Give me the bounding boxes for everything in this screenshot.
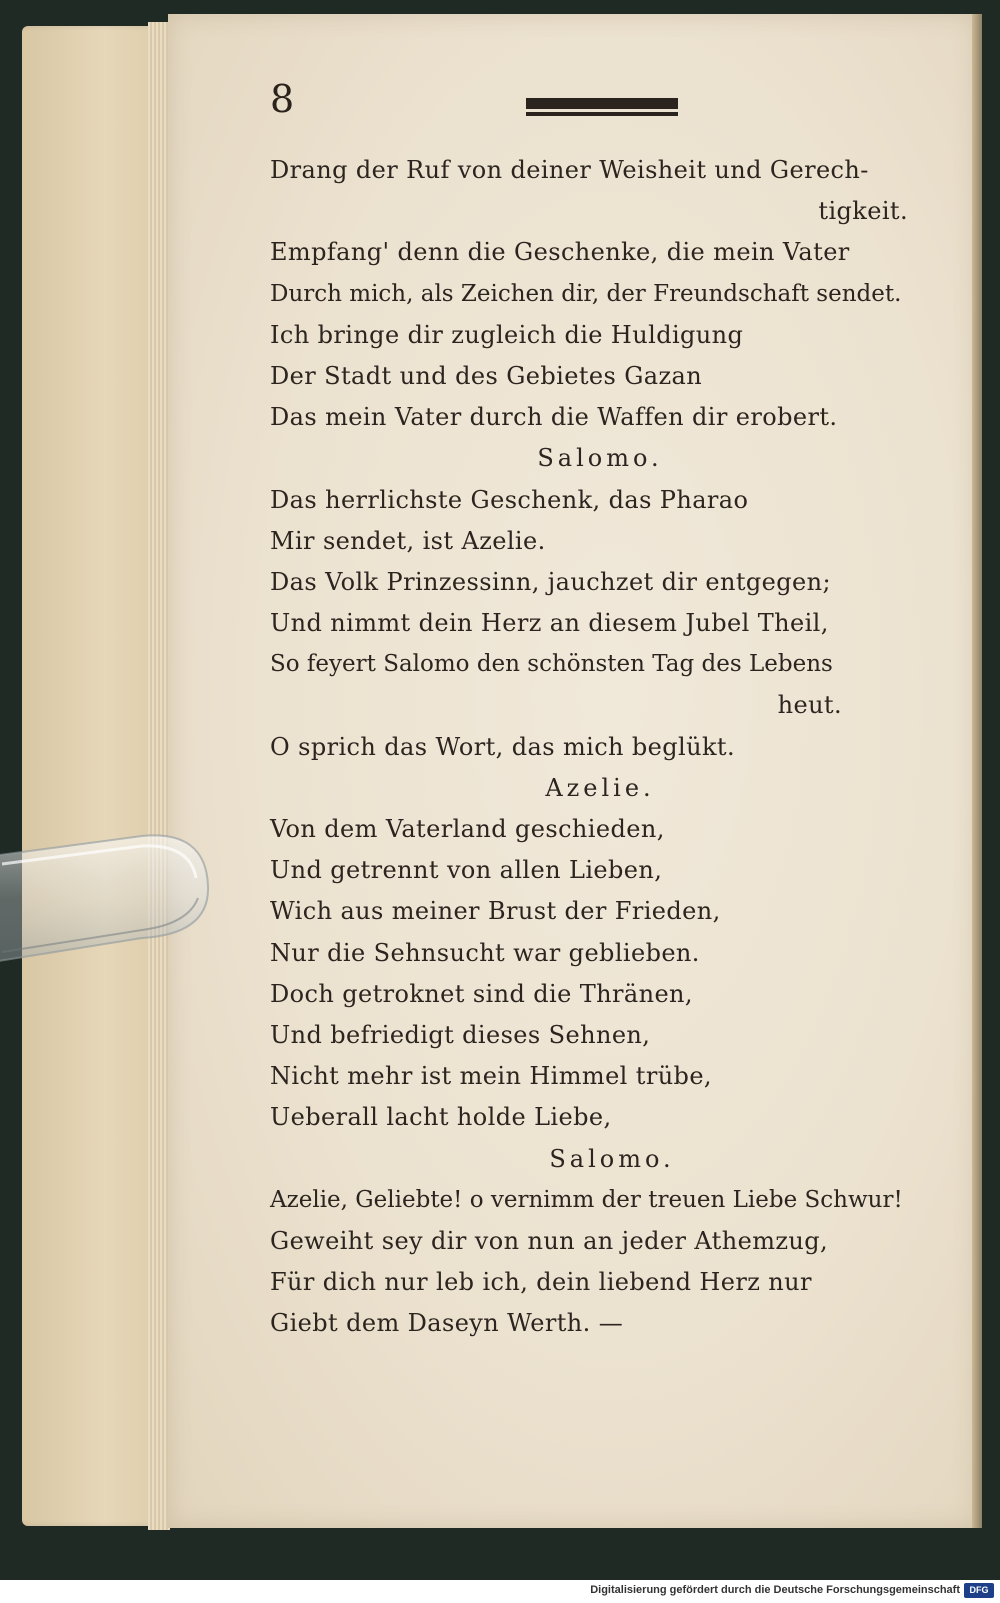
glass-holder-shape xyxy=(0,834,214,964)
text-line: Der Stadt und des Gebietes Gazan xyxy=(270,361,703,390)
page-text xyxy=(270,150,960,1344)
dfg-logo: DFG xyxy=(964,1583,994,1598)
footer-bar xyxy=(0,1580,1000,1603)
text-line: Ich bringe dir zugleich die Huldigung xyxy=(270,320,744,349)
text-line: So feyert Salomo den schönsten Tag des Lebens xyxy=(270,651,833,678)
speaker-heading: Azelie. xyxy=(545,773,655,802)
funding-credit: Digitalisierung gefördert durch die Deutsche Forschungsgemeinschaft xyxy=(590,1584,960,1596)
glass-page-holder xyxy=(0,834,214,964)
text-line: O sprich das Wort, das mich beglükt. xyxy=(270,732,735,761)
text-line: Das herrlichste Geschenk, das Pharao xyxy=(270,485,749,514)
text-line: Doch getroknet sind die Thränen, xyxy=(270,979,693,1008)
text-line: Und nimmt dein Herz an diesem Jubel Theil, xyxy=(270,609,829,638)
text-line: Für dich nur leb ich, dein liebend Herz nur xyxy=(270,1268,812,1297)
text-line: Azelie, Geliebte! o vernimm der treuen Liebe Schwur! xyxy=(270,1186,903,1213)
text-line-continuation: heut. xyxy=(777,691,842,720)
header-rule-bottom xyxy=(526,112,678,116)
header-rule xyxy=(526,98,678,118)
speaker-heading: Salomo. xyxy=(549,1144,675,1173)
text-line: Empfang' denn die Geschenke, die mein Vater xyxy=(270,238,850,267)
text-line: Giebt dem Daseyn Werth. — xyxy=(270,1309,624,1338)
text-line-continuation: tigkeit. xyxy=(818,197,908,226)
page-right-edge xyxy=(972,14,982,1528)
text-line: Das mein Vater durch die Waffen dir erobert. xyxy=(270,403,838,432)
text-line: Und getrennt von allen Lieben, xyxy=(270,856,663,885)
text-line: Durch mich, als Zeichen dir, der Freundschaft sendet. xyxy=(270,280,902,307)
text-line: Ueberall lacht holde Liebe, xyxy=(270,1103,612,1132)
text-line: Wich aus meiner Brust der Frieden, xyxy=(270,897,721,926)
text-line: Das Volk Prinzessinn, jauchzet dir entgegen; xyxy=(270,567,831,596)
text-line: Und befriedigt dieses Sehnen, xyxy=(270,1020,651,1049)
page-number: 8 xyxy=(270,77,295,121)
text-line: Mir sendet, ist Azelie. xyxy=(270,526,546,555)
page-edges xyxy=(148,22,170,1530)
text-line: Von dem Vaterland geschieden, xyxy=(270,815,665,843)
speaker-heading: Salomo. xyxy=(537,444,663,473)
text-line: Geweiht sey dir von nun an jeder Athemzug, xyxy=(270,1226,829,1255)
text-line: Nicht mehr ist mein Himmel trübe, xyxy=(270,1062,712,1091)
text-line: Drang der Ruf von deiner Weisheit und Gerech- xyxy=(270,156,869,184)
text-line: Nur die Sehnsucht war geblieben. xyxy=(270,938,700,967)
header-rule-top xyxy=(526,98,678,109)
